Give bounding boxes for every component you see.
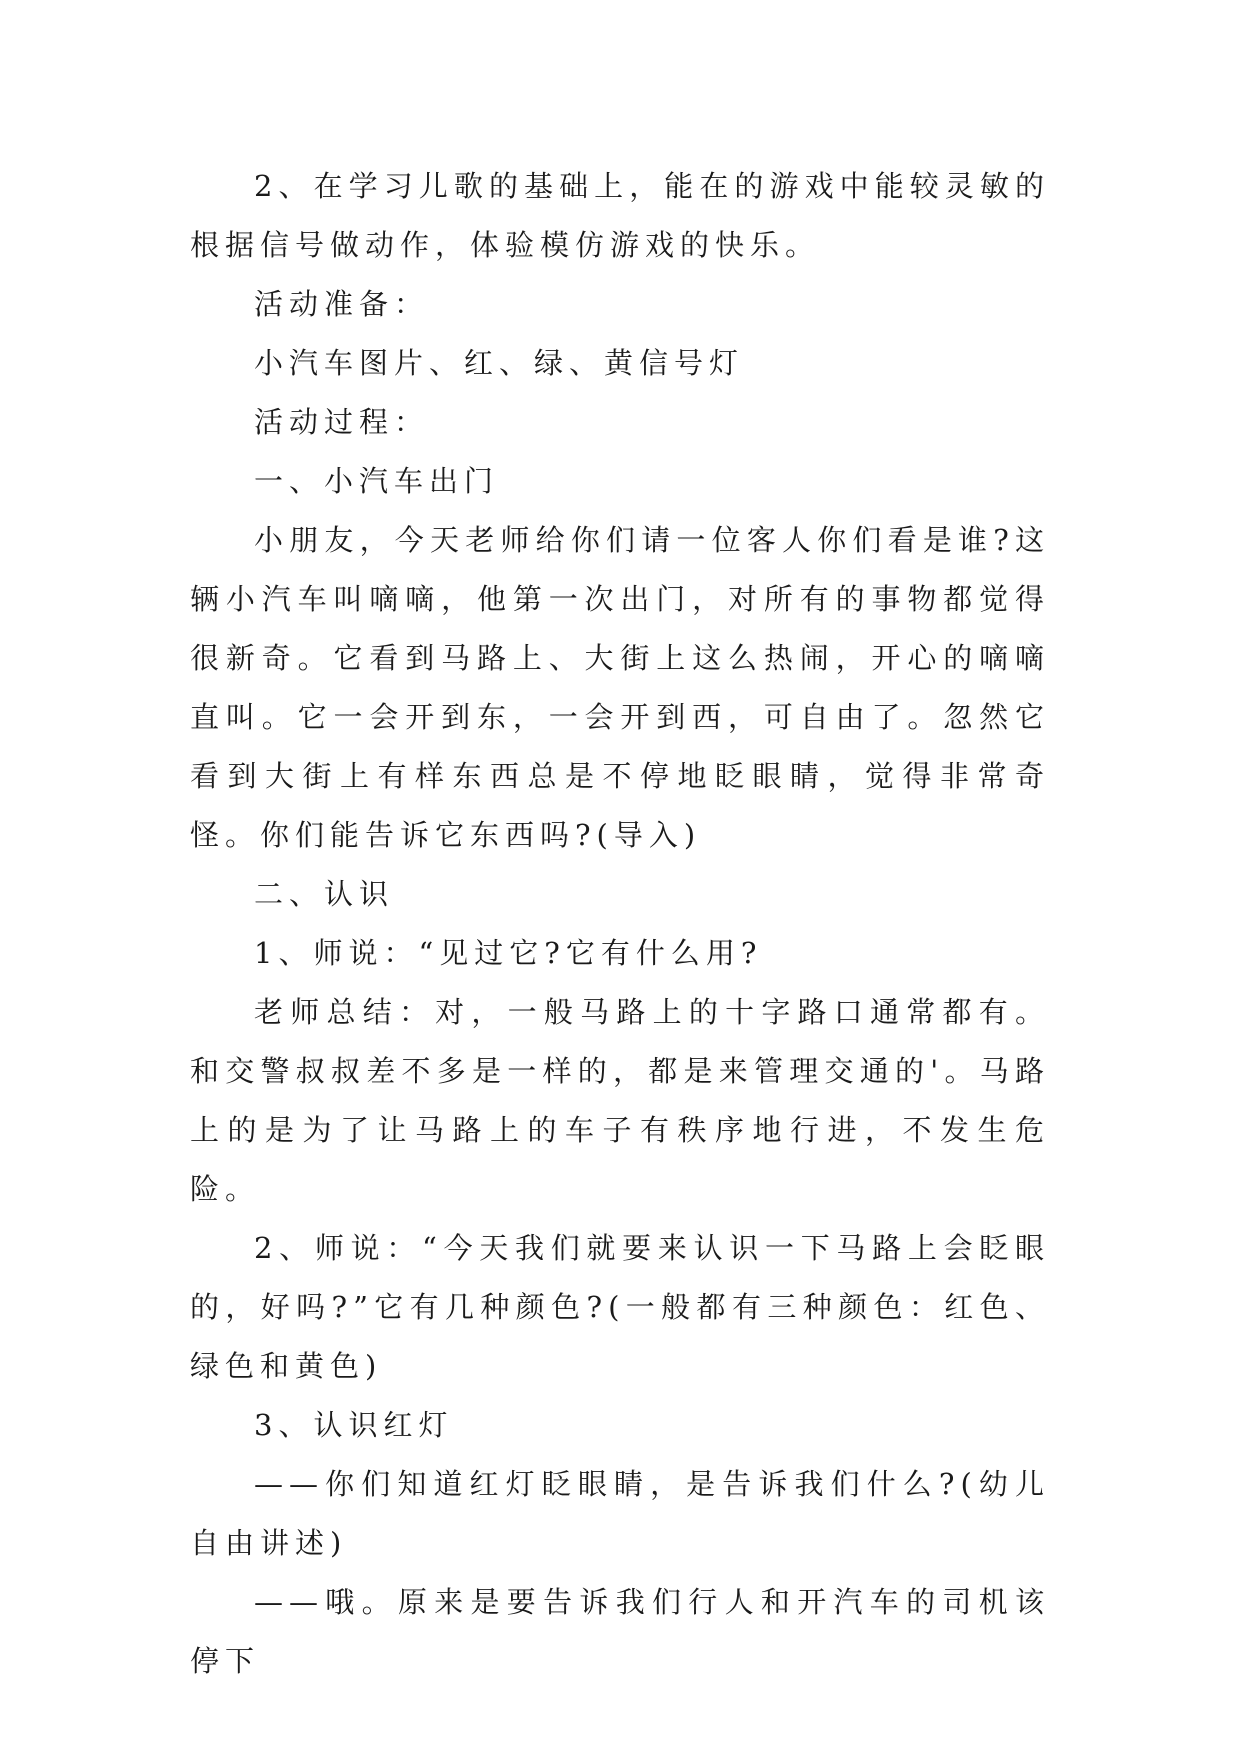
paragraph-preparation-heading: 活动准备：	[254, 287, 430, 321]
document-body	[190, 157, 1050, 1691]
paragraph-section-1-body: 小朋友，今天老师给你们请一位客人你们看是谁?这辆小汽车叫嘀嘀，他第一次出门，对所有的事物都觉得很新奇。它看到马路上、大街上这么热闹，开心的嘀嘀直叫。它一会开到东，一会开到西，可自由了。忽然它看到大街上有样东西总是不停地眨眼睛，觉得非常奇怪。你们能告诉它东西吗?(导入)	[190, 523, 1050, 852]
paragraph-step-3-heading: 3、认识红灯	[254, 1408, 454, 1442]
paragraph-goal-2: 2、在学习儿歌的基础上，能在的游戏中能较灵敏的根据信号做动作，体验模仿游戏的快乐。	[190, 169, 1050, 262]
paragraph-section-1-heading: 一、小汽车出门	[254, 464, 500, 498]
paragraph-teacher-summary: 老师总结：对，一般马路上的十字路口通常都有。和交警叔叔差不多是一样的，都是来管理交通的'。马路上的是为了让马路上的车子有秩序地行进，不发生危险。	[190, 995, 1050, 1206]
paragraph-red-light-answer: ——哦。原来是要告诉我们行人和开汽车的司机该停下	[190, 1585, 1050, 1678]
paragraph-step-2: 2、师说：“今天我们就要来认识一下马路上会眨眼的，好吗?”它有几种颜色?(一般都有三种颜色：红色、绿色和黄色)	[190, 1231, 1050, 1383]
paragraph-step-1: 1、师说：“见过它?它有什么用?	[254, 936, 763, 970]
paragraph-red-light-question: ——你们知道红灯眨眼睛，是告诉我们什么?(幼儿自由讲述)	[190, 1467, 1050, 1560]
paragraph-preparation-items: 小汽车图片、红、绿、黄信号灯	[254, 346, 745, 380]
paragraph-process-heading: 活动过程：	[254, 405, 430, 439]
paragraph-section-2-heading: 二、认识	[254, 877, 395, 911]
